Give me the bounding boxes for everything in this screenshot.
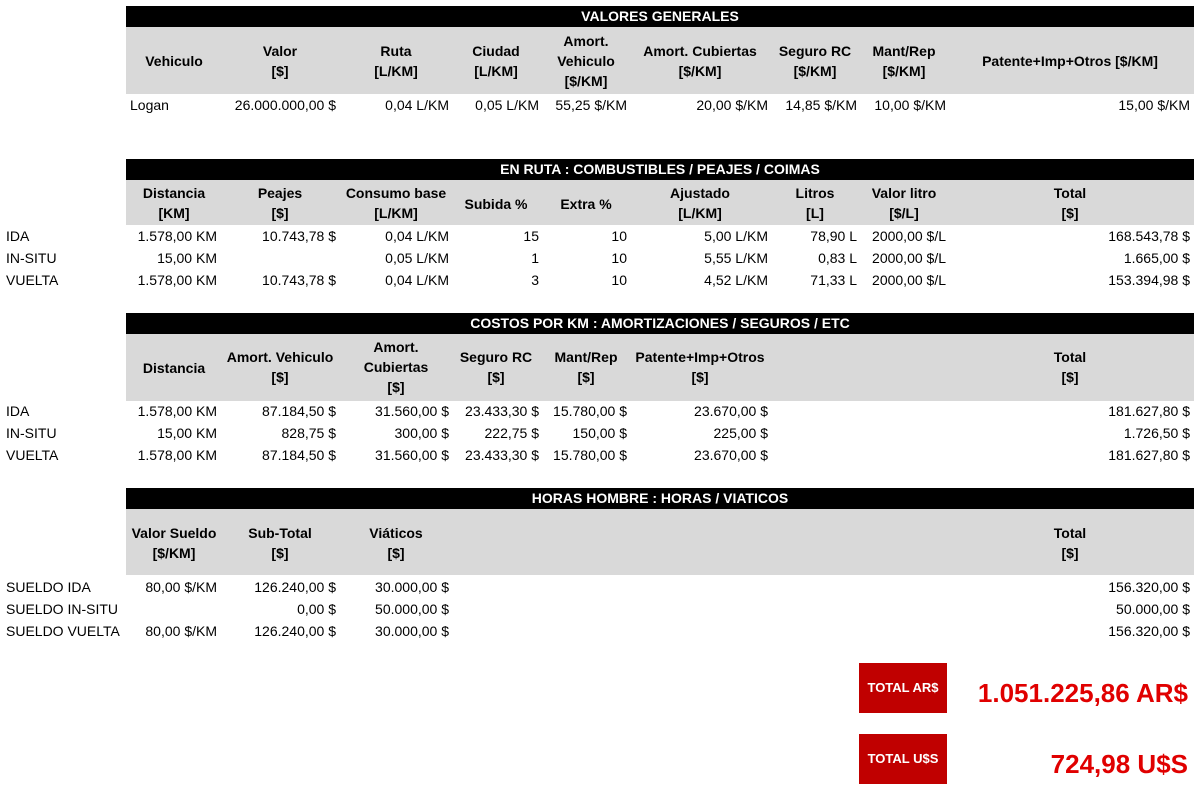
total-usd-label: TOTAL U$S — [859, 734, 947, 784]
ck-distancia: 1.578,00 KM — [137, 447, 217, 463]
hh-sub-total: 0,00 $ — [297, 601, 336, 617]
vg-header-valor: Valor [$] — [262, 43, 298, 79]
ck-amort-vehiculo: 87.184,50 $ — [262, 403, 336, 419]
hh-valor-sueldo: 80,00 $/KM — [145, 623, 217, 639]
er-valor-litro: 2000,00 $/L — [872, 228, 946, 244]
er-peajes: 10.743,78 $ — [262, 272, 336, 288]
er-ajustado: 4,52 L/KM — [704, 272, 768, 288]
vg-valor: 26.000.000,00 $ — [234, 97, 336, 113]
hh-total: 156.320,00 $ — [1108, 579, 1190, 595]
vg-header-seguro-rc: Seguro RC [$/KM] — [778, 43, 852, 79]
hh-header-total: Total [$] — [1053, 525, 1087, 561]
er-extra: 10 — [611, 228, 627, 244]
er-header-peajes: Peajes [$] — [257, 185, 303, 221]
hh-row-label: SUELDO VUELTA — [6, 623, 120, 639]
ck-mant-rep: 15.780,00 $ — [553, 403, 627, 419]
er-consumo: 0,04 L/KM — [385, 228, 449, 244]
er-header-subida: Subida % — [464, 196, 528, 212]
ck-seguro-rc: 23.433,30 $ — [465, 447, 539, 463]
ck-amort-cubiertas: 31.560,00 $ — [375, 447, 449, 463]
vg-seguro-rc: 14,85 $/KM — [785, 97, 857, 113]
hh-total: 50.000,00 $ — [1116, 601, 1190, 617]
ck-header-total: Total [$] — [1053, 349, 1087, 385]
er-header-distancia: Distancia [KM] — [142, 185, 206, 221]
er-header-consumo-base: Consumo base [L/KM] — [345, 185, 447, 221]
vg-vehiculo: Logan — [130, 97, 169, 113]
vg-ciudad: 0,05 L/KM — [475, 97, 539, 113]
er-total: 153.394,98 $ — [1108, 272, 1190, 288]
er-distancia: 15,00 KM — [157, 250, 217, 266]
er-row-label: VUELTA — [6, 272, 59, 288]
er-row-label: IN-SITU — [6, 250, 57, 266]
er-peajes: 10.743,78 $ — [262, 228, 336, 244]
vg-ruta: 0,04 L/KM — [385, 97, 449, 113]
hh-row-label: SUELDO IN-SITU — [6, 601, 119, 617]
ck-mant-rep: 15.780,00 $ — [553, 447, 627, 463]
er-distancia: 1.578,00 KM — [137, 272, 217, 288]
hh-viaticos: 50.000,00 $ — [375, 601, 449, 617]
ck-amort-vehiculo: 828,75 $ — [281, 425, 336, 441]
er-consumo: 0,04 L/KM — [385, 272, 449, 288]
total-ars-label: TOTAL AR$ — [859, 663, 947, 713]
er-extra: 10 — [611, 272, 627, 288]
er-valor-litro: 2000,00 $/L — [872, 250, 946, 266]
ck-header-patente: Patente+Imp+Otros [$] — [635, 349, 765, 385]
er-header-extra: Extra % — [560, 196, 612, 212]
er-litros: 78,90 L — [810, 228, 857, 244]
ck-amort-vehiculo: 87.184,50 $ — [262, 447, 336, 463]
er-header-ajustado: Ajustado [L/KM] — [670, 185, 730, 221]
vg-amort-vehiculo: 55,25 $/KM — [555, 97, 627, 113]
ck-header-distancia: Distancia — [142, 360, 206, 376]
valores-generales-title: VALORES GENERALES — [126, 6, 1194, 27]
ck-total: 181.627,80 $ — [1108, 403, 1190, 419]
vg-header-mant-rep: Mant/Rep [$/KM] — [872, 43, 936, 79]
er-ajustado: 5,55 L/KM — [704, 250, 768, 266]
hh-viaticos: 30.000,00 $ — [375, 623, 449, 639]
total-ars-value: 1.051.225,86 AR$ — [977, 678, 1188, 708]
hh-header-viaticos: Viáticos [$] — [369, 525, 423, 561]
ck-patente: 225,00 $ — [713, 425, 768, 441]
hh-header-sub-total: Sub-Total [$] — [248, 525, 312, 561]
hh-sub-total: 126.240,00 $ — [254, 579, 336, 595]
hh-total: 156.320,00 $ — [1108, 623, 1190, 639]
total-usd-value: 724,98 U$S — [1050, 749, 1188, 779]
ck-mant-rep: 150,00 $ — [572, 425, 627, 441]
vg-mant-rep: 10,00 $/KM — [874, 97, 946, 113]
vg-header-amort-cubiertas: Amort. Cubiertas [$/KM] — [643, 43, 757, 79]
er-consumo: 0,05 L/KM — [385, 250, 449, 266]
ck-total: 1.726,50 $ — [1123, 425, 1190, 441]
er-litros: 0,83 L — [818, 250, 857, 266]
er-ajustado: 5,00 L/KM — [704, 228, 768, 244]
er-total: 168.543,78 $ — [1108, 228, 1190, 244]
ck-amort-cubiertas: 31.560,00 $ — [375, 403, 449, 419]
ck-patente: 23.670,00 $ — [694, 447, 768, 463]
ck-seguro-rc: 23.433,30 $ — [465, 403, 539, 419]
ck-header-amort-vehiculo: Amort. Vehiculo [$] — [226, 349, 334, 385]
ck-row-label: IN-SITU — [6, 425, 57, 441]
hh-row-label: SUELDO IDA — [6, 579, 91, 595]
vg-header-ciudad: Ciudad [L/KM] — [472, 43, 520, 79]
en-ruta-title: EN RUTA : COMBUSTIBLES / PEAJES / COIMAS — [126, 159, 1194, 180]
ck-row-label: IDA — [6, 403, 30, 419]
hh-valor-sueldo: 80,00 $/KM — [145, 579, 217, 595]
ck-header-seguro-rc: Seguro RC [$] — [459, 349, 533, 385]
ck-distancia: 1.578,00 KM — [137, 403, 217, 419]
er-subida: 3 — [531, 272, 539, 288]
er-header-total: Total [$] — [1053, 185, 1087, 221]
hh-header-valor-sueldo: Valor Sueldo [$/KM] — [131, 525, 217, 561]
ck-patente: 23.670,00 $ — [694, 403, 768, 419]
costos-km-title: COSTOS POR KM : AMORTIZACIONES / SEGUROS / ETC — [126, 313, 1194, 334]
ck-header-amort-cubiertas: Amort. Cubiertas [$] — [363, 339, 429, 395]
ck-amort-cubiertas: 300,00 $ — [394, 425, 449, 441]
er-total: 1.665,00 $ — [1123, 250, 1190, 266]
ck-row-label: VUELTA — [6, 447, 59, 463]
ck-total: 181.627,80 $ — [1108, 447, 1190, 463]
er-header-litros: Litros [L] — [795, 185, 835, 221]
er-distancia: 1.578,00 KM — [137, 228, 217, 244]
er-header-valor-litro: Valor litro [$/L] — [871, 185, 937, 221]
er-extra: 10 — [611, 250, 627, 266]
vg-header-vehiculo: Vehiculo — [145, 53, 203, 69]
vg-header-ruta: Ruta [L/KM] — [374, 43, 418, 79]
ck-header-mant-rep: Mant/Rep [$] — [554, 349, 618, 385]
horas-hombre-title: HORAS HOMBRE : HORAS / VIATICOS — [126, 488, 1194, 509]
er-litros: 71,33 L — [810, 272, 857, 288]
ck-seguro-rc: 222,75 $ — [484, 425, 539, 441]
vg-amort-cubiertas: 20,00 $/KM — [696, 97, 768, 113]
er-row-label: IDA — [6, 228, 30, 244]
vg-patente: 15,00 $/KM — [1118, 97, 1190, 113]
vg-header-patente: Patente+Imp+Otros [$/KM] — [982, 53, 1158, 69]
hh-viaticos: 30.000,00 $ — [375, 579, 449, 595]
er-subida: 1 — [531, 250, 539, 266]
vg-header-amort-vehiculo: Amort. Vehiculo [$/KM] — [557, 33, 615, 89]
er-valor-litro: 2000,00 $/L — [872, 272, 946, 288]
er-subida: 15 — [523, 228, 539, 244]
hh-sub-total: 126.240,00 $ — [254, 623, 336, 639]
ck-distancia: 15,00 KM — [157, 425, 217, 441]
